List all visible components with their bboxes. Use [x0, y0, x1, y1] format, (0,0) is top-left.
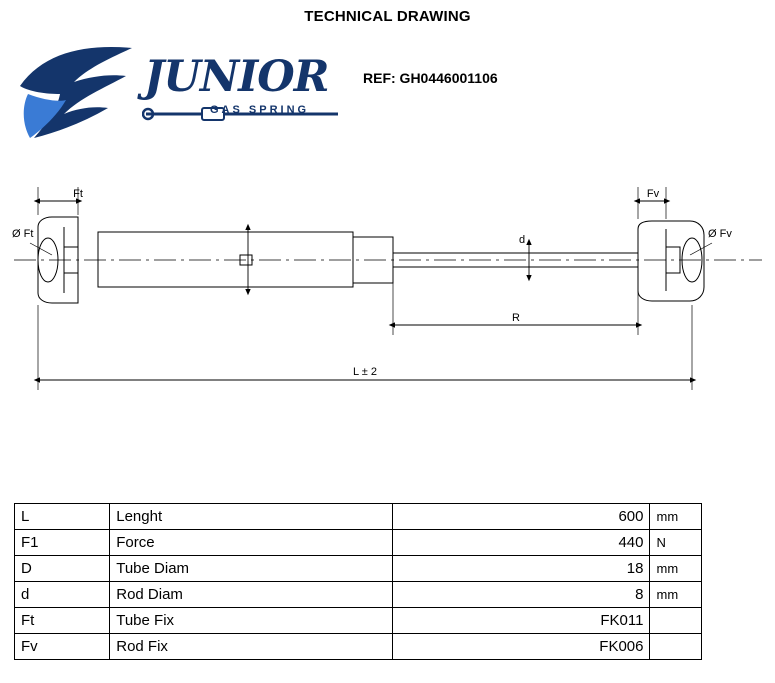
cell-value: 8 [393, 582, 650, 608]
cell-unit: mm [650, 582, 702, 608]
page-title: TECHNICAL DRAWING [304, 8, 471, 25]
cell-symbol: F1 [15, 530, 110, 556]
cell-name: Tube Diam [110, 556, 393, 582]
cell-symbol: Ft [15, 608, 110, 634]
cell-unit: mm [650, 504, 702, 530]
label-fv-top: Fv [646, 188, 660, 200]
cell-name: Tube Fix [110, 608, 393, 634]
label-diam-ft: Ø Ft [12, 228, 34, 240]
gas-spring-drawing [0, 175, 775, 425]
cell-unit [650, 634, 702, 660]
table-row [15, 530, 702, 556]
table-row [15, 582, 702, 608]
table-row [15, 634, 702, 660]
reference-label: REF: GH0446001106 [363, 70, 498, 86]
label-overall-l: L ± 2 [353, 366, 377, 378]
cell-symbol: Fv [15, 634, 110, 660]
cell-name: Rod Fix [110, 634, 393, 660]
label-ft-top: Ft [73, 188, 83, 200]
cell-value: 440 [393, 530, 650, 556]
table-row [15, 504, 702, 530]
cell-value: 18 [393, 556, 650, 582]
underline-spring-icon [142, 102, 342, 126]
table-row [15, 556, 702, 582]
cell-name: Rod Diam [110, 582, 393, 608]
cell-unit: mm [650, 556, 702, 582]
brand-name: JUNIOR [144, 52, 329, 102]
cell-symbol: L [15, 504, 110, 530]
table-row [15, 608, 702, 634]
label-stroke-r: R [512, 312, 520, 324]
label-diam-fv: Ø Fv [708, 228, 732, 240]
cell-name: Force [110, 530, 393, 556]
wing-logo-icon [14, 42, 144, 142]
cell-value: FK006 [393, 634, 650, 660]
cell-symbol: D [15, 556, 110, 582]
cell-symbol: d [15, 582, 110, 608]
label-diam-d: d [518, 234, 526, 246]
brand-tagline: GAS SPRING [210, 104, 310, 116]
cell-value: FK011 [393, 608, 650, 634]
cell-unit: N [650, 530, 702, 556]
cell-name: Lenght [110, 504, 393, 530]
specification-table [14, 503, 702, 660]
brand-logo [14, 42, 334, 142]
cell-value: 600 [393, 504, 650, 530]
cell-unit [650, 608, 702, 634]
